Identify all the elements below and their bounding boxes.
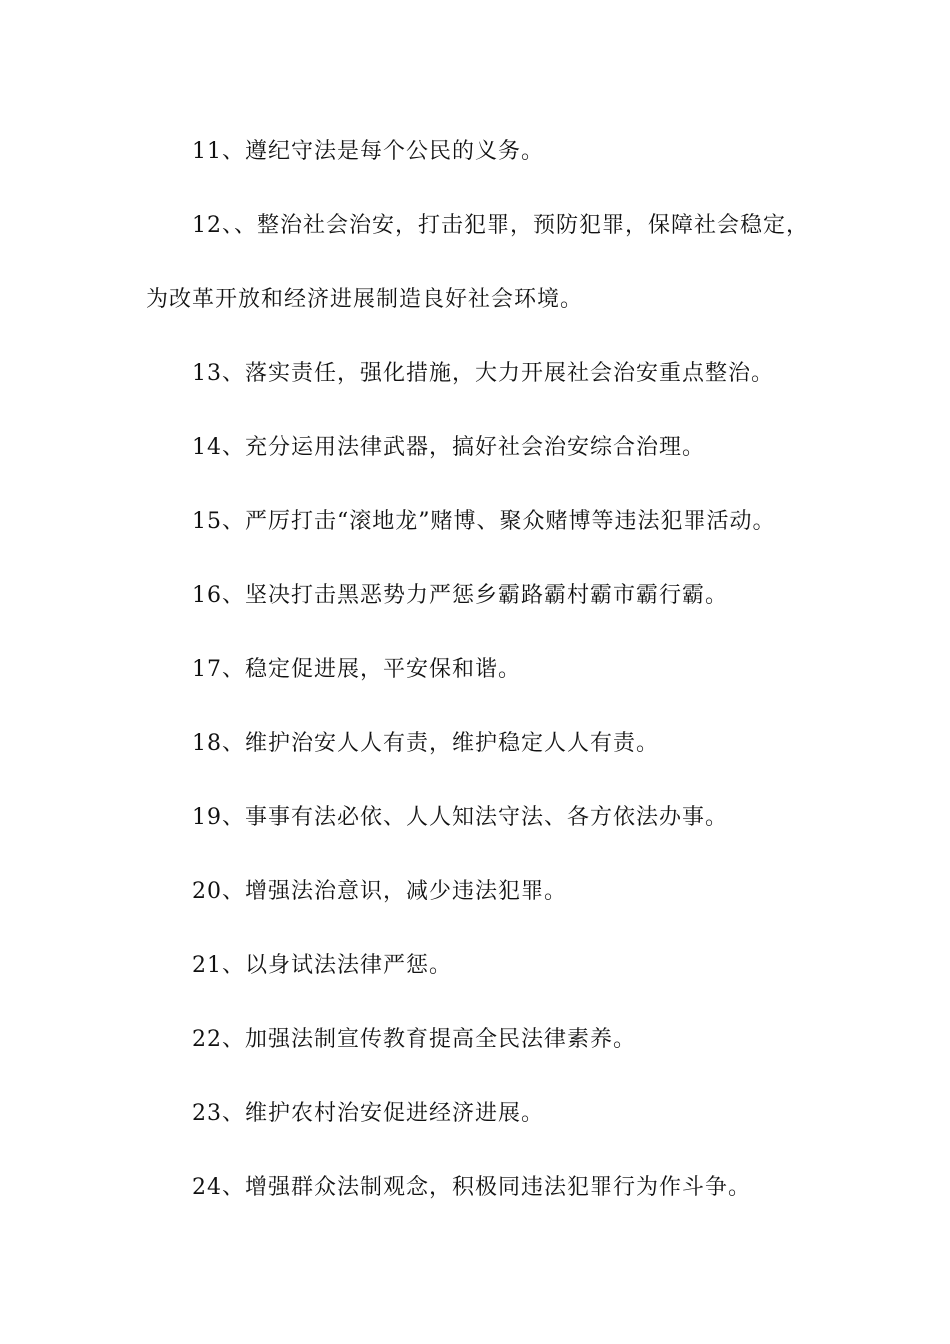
slogan-item-16: 16、坚决打击黑恶势力严惩乡霸路霸村霸市霸行霸。	[192, 583, 728, 608]
slogan-item-19: 19、事事有法必依、人人知法守法、各方依法办事。	[192, 805, 728, 830]
slogan-item-15: 15、严厉打击“滚地龙”赌博、聚众赌博等违法犯罪活动。	[192, 509, 776, 534]
slogan-item-24: 24、增强群众法制观念，积极同违法犯罪行为作斗争。	[192, 1175, 751, 1200]
slogan-item-21: 21、以身试法法律严惩。	[192, 953, 452, 978]
slogan-item-22: 22、加强法制宣传教育提高全民法律素养。	[192, 1027, 636, 1052]
slogan-item-20: 20、增强法治意识，减少违法犯罪。	[192, 879, 567, 904]
slogan-item-14: 14、充分运用法律武器，搞好社会治安综合治理。	[192, 435, 705, 460]
slogan-item-12: 12、、整治社会治安，打击犯罪，预防犯罪，保障社会稳定，为改革开放和经济进展制造良好社会环境。	[146, 213, 809, 312]
slogan-item-17: 17、稳定促进展，平安保和谐。	[192, 657, 521, 682]
slogan-item-13: 13、落实责任，强化措施，大力开展社会治安重点整治。	[192, 361, 774, 386]
slogan-item-18: 18、维护治安人人有责，维护稳定人人有责。	[192, 731, 659, 756]
slogan-item-23: 23、维护农村治安促进经济进展。	[192, 1101, 544, 1126]
slogan-item-11: 11、遵纪守法是每个公民的义务。	[192, 139, 544, 164]
